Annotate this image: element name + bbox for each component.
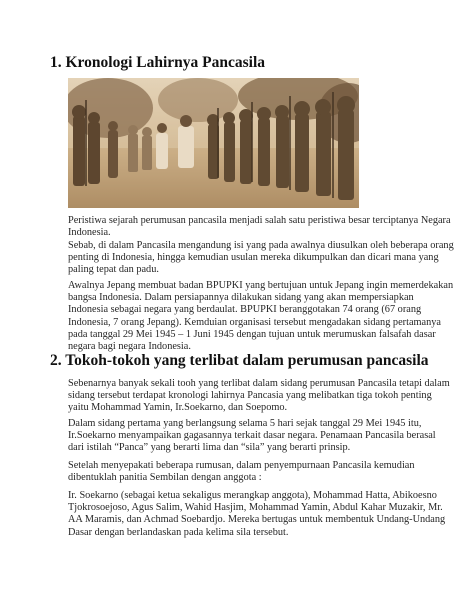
text-line: Dalam sidang pertama yang berlangsung selama 5 hari sejak tanggal 29 Mei 1945 itu, [68,418,422,429]
text-line: Sebenarnya banyak sekali tooh yang terlibat dalam sidang perumusan Pancasila tetapi dalam [68,378,450,389]
text-line: Setelah menyepakati beberapa rumusan, dalam penyempurnaan Pancasila kemudian [68,460,415,471]
text-line: penting di Indonesia, hingga kemudian usulan mereka dikumpulkan dan dicari mana yang [68,252,439,264]
historical-photo [68,78,359,208]
text-line: sidang tersebut terdapat kronologi lahirnya Pancasia yang melibatkan tiga tokoh penting [68,390,432,402]
text-line: pada tanggal 29 Mei 1945 – 1 Juni 1945 dengan tujuan untuk merumuskan falsafah dasar [68,328,436,340]
text-line: dari istilah “Panca” yang berarti lima dan “sila” yang berarti prinsip. [68,442,351,454]
section-2-paragraph-1 [68,378,450,415]
text-line: Ir.Soekarno menyampaikan gagasannya terkait dasar negara. Penamaan Pancasila berasal [68,430,436,442]
section-2-paragraph-3 [68,460,428,484]
text-line: Ir. Soekarno (sebagai ketua sekaligus merangkap anggota), Mohammad Hatta, Abikoesno [68,490,437,501]
text-line: Dasar dengan berlandaskan pada kelima sila tersebut. [68,526,289,538]
text-line: dibentuklah panitia Sembilan dengan anggota : [68,472,262,484]
text-line: paling tepat dan padu. [68,264,159,276]
text-line: Indonesia sebagai negara yang berdaulat. BPUPKI beranggotakan 74 orang (67 orang [68,304,422,316]
text-line: AA Maramis, dan Achmad Soebardjo. Mereka bertugas untuk membentuk Undang-Undang [68,514,446,526]
historical-photo-image [68,78,359,208]
section-1-heading: 1. Kronologi Lahirnya Pancasila [50,54,266,71]
section-2-paragraph-4 [68,490,446,539]
section-1-paragraph-3 [68,280,454,353]
text-line: yaitu Mohammad Yamin, Ir.Soekarno, dan Soepomo. [68,402,288,414]
text-line: Indonesia, 7 orang Jepang). Kemduian organisasi tersebut mengadakan sidang pertamanya [68,316,441,328]
section-1-paragraph-2 [68,240,454,277]
text-line: negara bagi negara Indonesia. [68,341,191,353]
text-line: Peristiwa sejarah perumusan pancasila menjadi salah satu peristiwa besar terciptanya Negara [68,215,451,226]
section-1-paragraph-1 [68,215,451,239]
text-line: Tjokrosoejoso, Agus Salim, Wahid Hasjim, Mohammad Yamin, Abdul Kahar Muzakir, Mr. [68,502,443,514]
text-line: Awalnya Jepang membuat badan BPUPKI yang bertujuan untuk Jepang ingin memerdekakan [68,280,454,291]
text-line: bangsa Indonesia. Dalam persiapannya dilakukan sidang yang akan mempersiapkan [68,292,414,304]
text-line: Indonesia. [68,227,111,239]
text-line: Sebab, di dalam Pancasila mengandung isi yang pada awalnya diusulkan oleh beberapa orang [68,240,454,251]
section-2-heading: 2. Tokoh-tokoh yang terlibat dalam perumusan pancasila [50,352,429,369]
section-2-paragraph-2 [68,418,436,455]
